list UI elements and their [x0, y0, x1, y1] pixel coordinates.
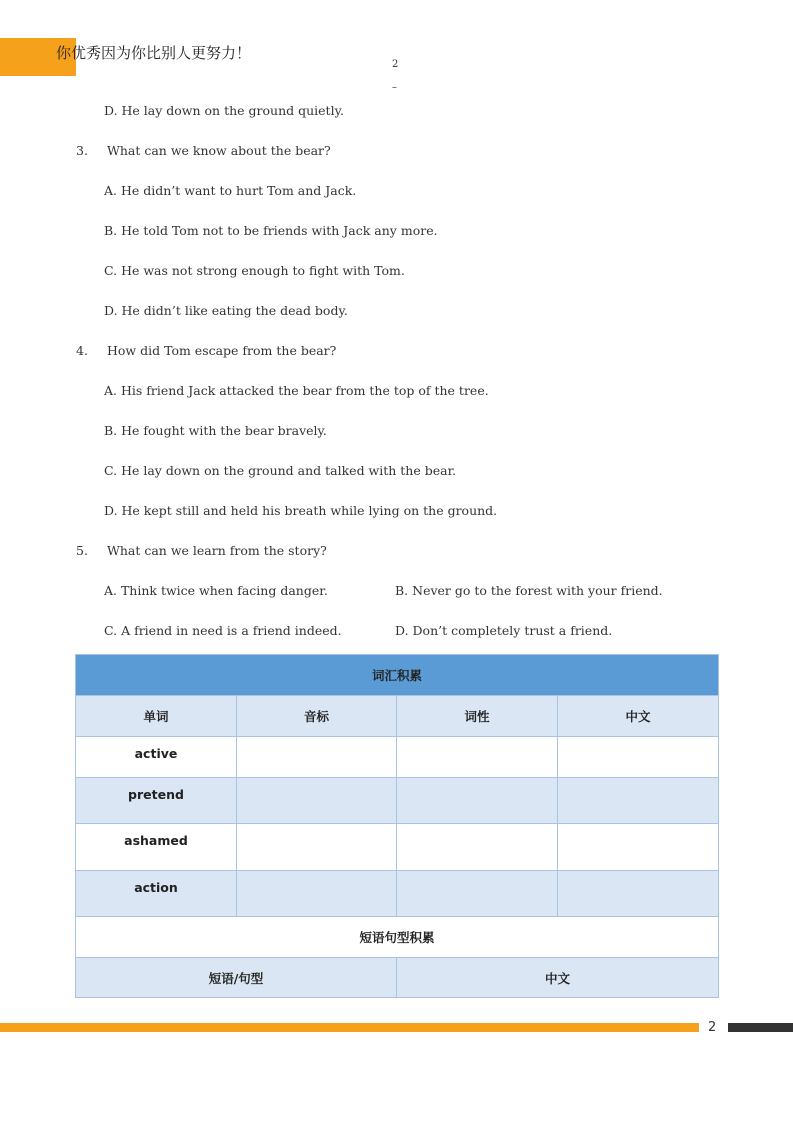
q4-option-a: A. His friend Jack attacked the bear from the top of the tree.: [104, 383, 489, 398]
phonetic-blank-cell[interactable]: [237, 871, 397, 917]
part-of-speech-blank-cell[interactable]: [397, 824, 558, 871]
phrase-header-chinese: 中文: [397, 958, 719, 998]
part-of-speech-blank-cell[interactable]: [397, 871, 558, 917]
phonetic-blank-cell[interactable]: [237, 778, 397, 824]
vocab-header-part-of-speech: 词性: [397, 696, 558, 737]
vocab-word: action: [134, 880, 178, 895]
q5-option-d: D. Don’t completely trust a friend.: [395, 623, 613, 638]
header-small-number: 2: [392, 59, 399, 70]
vocab-header-word: 单词: [76, 696, 237, 737]
q3-option-b: B. He told Tom not to be friends with Jack any more.: [104, 223, 438, 238]
table-row: [76, 871, 719, 917]
q5-option-a: A. Think twice when facing danger.: [104, 583, 328, 598]
vocab-word-cell: [76, 871, 237, 917]
phrase-section-title: 短语句型积累: [76, 917, 719, 958]
header-motto: 你优秀因为你比别人更努力！: [56, 44, 252, 62]
part-of-speech-blank-cell[interactable]: [397, 737, 558, 778]
q5-number: 5.: [76, 543, 88, 558]
q5-question: What can we learn from the story?: [107, 543, 327, 558]
q4-question: How did Tom escape from the bear?: [107, 343, 337, 358]
q2-option-d: D. He lay down on the ground quietly.: [104, 103, 344, 118]
q4-option-c: C. He lay down on the ground and talked with the bear.: [104, 463, 457, 478]
chinese-blank-cell[interactable]: [558, 871, 719, 917]
header-small-dash: –: [392, 82, 397, 93]
vocab-word: ashamed: [124, 833, 188, 848]
q5-option-b: B. Never go to the forest with your friend.: [395, 583, 663, 598]
vocabulary-table: [75, 654, 719, 998]
vocab-word-cell: [76, 737, 237, 778]
q3-option-d: D. He didn’t like eating the dead body.: [104, 303, 348, 318]
q5-option-c: C. A friend in need is a friend indeed.: [104, 623, 342, 638]
part-of-speech-blank-cell[interactable]: [397, 778, 558, 824]
chinese-blank-cell[interactable]: [558, 737, 719, 778]
chinese-blank-cell[interactable]: [558, 824, 719, 871]
footer-dark-bar: [728, 1023, 793, 1032]
phonetic-blank-cell[interactable]: [237, 737, 397, 778]
page-number: 2: [708, 1020, 717, 1035]
table-row: [76, 778, 719, 824]
q3-option-c: C. He was not strong enough to fight with Tom.: [104, 263, 405, 278]
vocab-word: active: [134, 746, 178, 761]
vocab-title-row: [76, 655, 719, 696]
q3-number: 3.: [76, 143, 88, 158]
phonetic-blank-cell[interactable]: [237, 824, 397, 871]
vocab-table-title: 词汇积累: [76, 655, 719, 696]
vocab-word-cell: [76, 824, 237, 871]
phrase-header-phrase: 短语/句型: [76, 958, 397, 998]
chinese-blank-cell[interactable]: [558, 778, 719, 824]
q3-option-a: A. He didn’t want to hurt Tom and Jack.: [104, 183, 357, 198]
vocab-header-chinese: 中文: [558, 696, 719, 737]
vocab-word-cell: [76, 778, 237, 824]
table-row: [76, 824, 719, 871]
phrase-section-row: [76, 917, 719, 958]
q4-option-b: B. He fought with the bear bravely.: [104, 423, 327, 438]
vocab-header-phonetic: 音标: [237, 696, 397, 737]
q3-question: What can we know about the bear?: [107, 143, 331, 158]
footer-orange-bar: [0, 1023, 699, 1032]
vocab-header-row: [76, 696, 719, 737]
phrase-header-row: [76, 958, 719, 998]
table-row: [76, 737, 719, 778]
q4-option-d: D. He kept still and held his breath while lying on the ground.: [104, 503, 498, 518]
vocab-word: pretend: [128, 787, 184, 802]
q4-number: 4.: [76, 343, 88, 358]
